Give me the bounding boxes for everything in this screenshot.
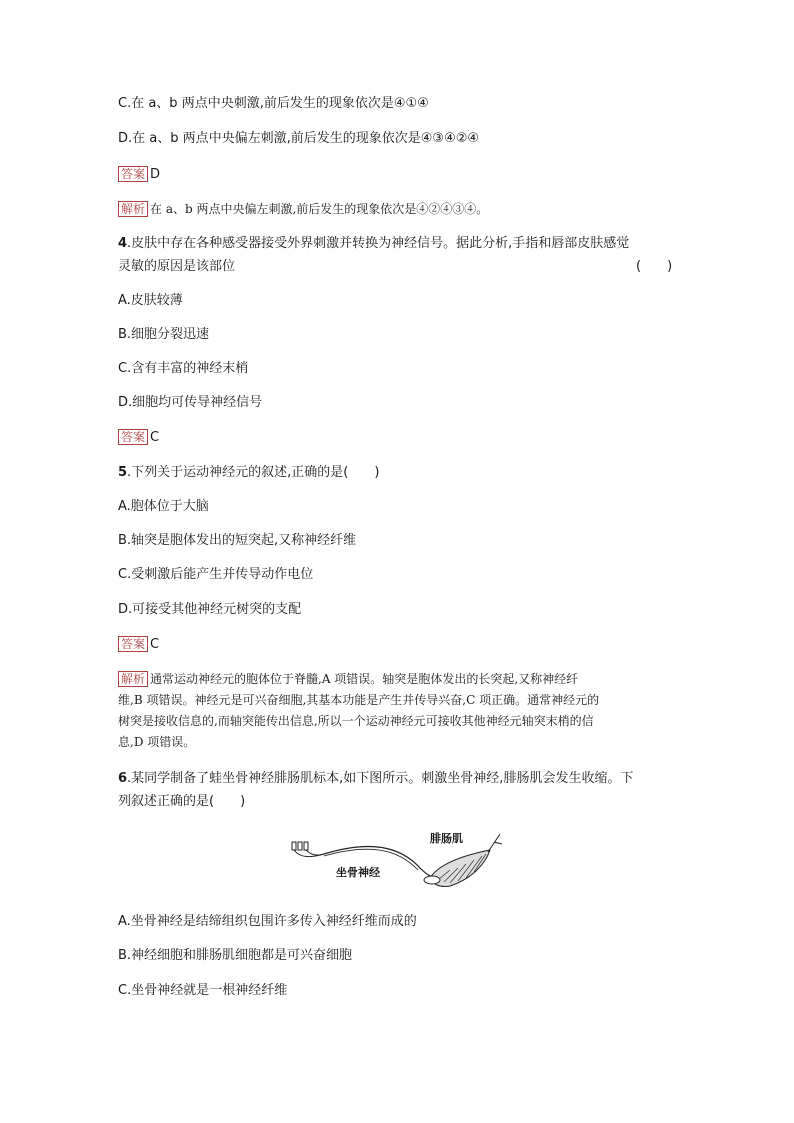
nerve-muscle-figure [290,832,505,894]
q5-answer [118,636,159,653]
q5-option-c: C.受刺激后能产生并传导动作电位 [118,567,314,582]
q5-option-a: A.胞体位于大脑 [118,499,209,514]
q3-explanation [118,199,678,220]
nerve-label: 坐骨神经 [336,867,380,879]
answer-value: C [150,637,160,652]
answer-tag: 答案 [118,166,148,182]
q6-stem-text: .某同学制备了蛙坐骨神经腓肠肌标本,如下图所示。刺激坐骨神经,腓肠肌会发生收缩。下 [127,771,634,786]
nerve-muscle-drawing [290,832,505,894]
q4-answer [118,429,159,446]
q4-number: 4 [118,236,128,251]
q5-option-b: B.轴突是胞体发出的短突起,又称神经纤维 [118,533,357,548]
answer-tag: 答案 [118,636,148,652]
q5-explanation [118,669,678,753]
q5-explain-line1 [118,669,678,690]
answer-value: D [150,167,161,182]
q6-stem-line2: 列叙述正确的是( ) [118,794,246,809]
q4-option-b: B.细胞分裂迅速 [118,327,210,342]
q5-number: 5 [118,465,128,480]
explain-text: 在 a、b 两点中央偏左刺激,前后发生的现象依次是④②④③④。 [150,202,489,216]
q3-option-c: C.在 a、b 两点中央刺激,前后发生的现象依次是④①④ [118,96,429,111]
q4-stem-line1 [118,236,629,252]
q6-number: 6 [118,771,128,786]
q4-option-d: D.细胞均可传导神经信号 [118,395,263,410]
muscle-label: 腓肠肌 [430,833,463,845]
q4-option-c: C.含有丰富的神经末梢 [118,361,249,376]
q4-option-a: A.皮肤较薄 [118,293,183,308]
q5-explain-line4: 息,D 项错误。 [118,735,196,749]
q5-explain-line3: 树突是接收信息的,而轴突能传出信息,所以一个运动神经元可接收其他神经元轴突末梢的信 [118,714,594,728]
explain-tag: 解析 [118,201,148,217]
q6-option-a: A.坐骨神经是结缔组织包围许多传入神经纤维而成的 [118,914,417,929]
q3-option-d: D.在 a、b 两点中央偏左刺激,前后发生的现象依次是④③④②④ [118,131,480,146]
q5-explain-text1: 通常运动神经元的胞体位于脊髓,A 项错误。轴突是胞体发出的长突起,又称神经纤 [150,672,579,686]
q5-option-d: D.可接受其他神经元树突的支配 [118,602,302,617]
answer-tag: 答案 [118,429,148,445]
explain-tag: 解析 [118,671,148,687]
q6-option-c: C.坐骨神经就是一根神经纤维 [118,983,288,998]
q4-stem-text: .皮肤中存在各种感受器接受外界刺激并转换为神经信号。据此分析,手指和唇部皮肤感觉 [127,236,630,251]
q5-stem-text: .下列关于运动神经元的叙述,正确的是( ) [127,465,380,480]
q3-answer [118,166,160,183]
answer-value: C [150,430,160,445]
q4-stem-line2: 灵敏的原因是该部位 [118,259,236,274]
q4-answer-paren: ( ) [636,259,673,274]
q5-stem [118,465,379,481]
q6-stem-line1 [118,771,633,787]
q6-option-b: B.神经细胞和腓肠肌细胞都是可兴奋细胞 [118,948,353,963]
q5-explain-line2: 维,B 项错误。神经元是可兴奋细胞,其基本功能是产生并传导兴奋,C 项正确。通常神经元的 [118,693,600,707]
